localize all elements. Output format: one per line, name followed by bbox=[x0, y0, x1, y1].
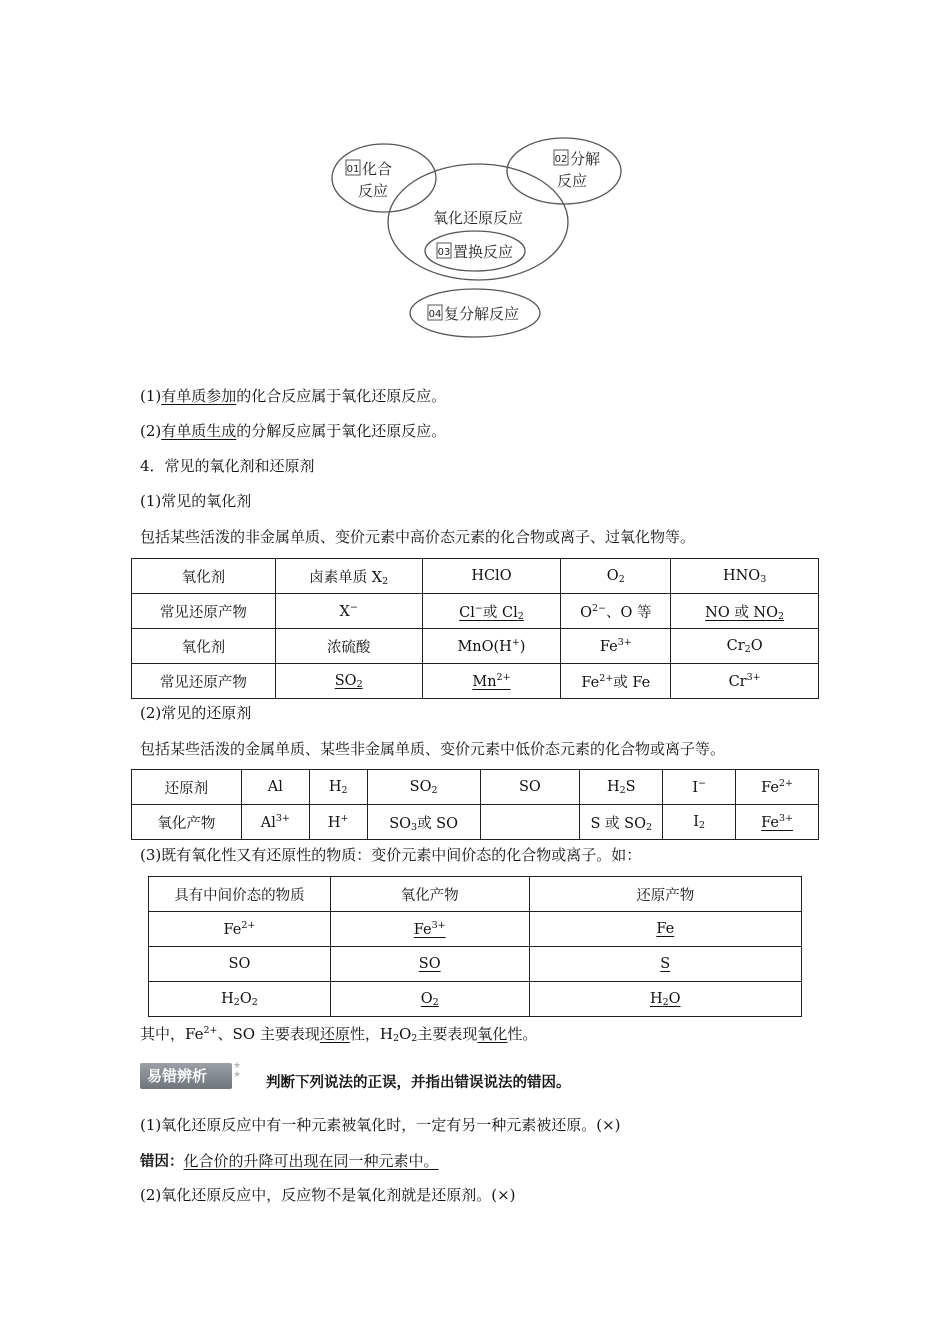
table-row bbox=[132, 559, 819, 594]
table-cell: SO bbox=[480, 770, 580, 805]
table-cell: $Fe^{3+}$ bbox=[561, 629, 671, 664]
table-cell: Cl−或 $Cl_2$ bbox=[422, 594, 561, 629]
table-cell: $Cr^{3+}$ bbox=[671, 664, 819, 699]
subheading-both: (3)既有氧化性又有还原性的物质：变价元素中间价态的化合物或离子。如： bbox=[140, 846, 642, 864]
table-cell: $O_2$ bbox=[330, 982, 529, 1017]
table-cell: H+ bbox=[309, 805, 367, 840]
table-cell: SO bbox=[149, 947, 331, 982]
redox-label: 氧化还原反应 bbox=[432, 209, 524, 227]
box-04-label: 04 bbox=[428, 309, 442, 320]
reason-text: 化合价的升降可出现在同一种元素中。 bbox=[183, 1152, 439, 1170]
star-icon: ★ ★ bbox=[233, 1061, 242, 1080]
table-cell: $H_2$ bbox=[309, 770, 367, 805]
table-header-cell: 具有中间价态的物质 bbox=[149, 877, 331, 912]
box-02-label: 02 bbox=[554, 154, 568, 165]
table-cell: I− bbox=[663, 770, 736, 805]
question-1: (1)氧化还原反应中有一种元素被氧化时，一定有另一种元素被还原。(×) bbox=[140, 1116, 621, 1134]
table-row bbox=[149, 982, 802, 1017]
table-cell: $Cr_2O$ bbox=[671, 629, 819, 664]
table-cell: MnO(H+) bbox=[422, 629, 561, 664]
para1-suffix: 的化合反应属于氧化还原反应。 bbox=[236, 387, 447, 405]
section-heading-4: 4．常见的氧化剂和还原剂 bbox=[140, 457, 315, 475]
table-cell: $Fe^{3+}$ bbox=[736, 805, 819, 840]
double-decomposition-label: 复分解反应 bbox=[444, 305, 520, 323]
table-cell: HClO bbox=[422, 559, 561, 594]
table-row bbox=[149, 947, 802, 982]
reductant-table bbox=[131, 769, 819, 840]
table-cell: 浓硫酸 bbox=[275, 629, 422, 664]
table-cell: 氧化剂 bbox=[132, 629, 276, 664]
table-cell: $H_2O$ bbox=[529, 982, 801, 1017]
combination-label-b: 反应 bbox=[358, 182, 389, 200]
subheading-oxidants: (1)常见的氧化剂 bbox=[140, 492, 252, 510]
table-cell: S bbox=[529, 947, 801, 982]
table-cell: $H_2S$ bbox=[580, 770, 663, 805]
table-row bbox=[132, 629, 819, 664]
question-2: (2)氧化还原反应中，反应物不是氧化剂就是还原剂。(×) bbox=[140, 1186, 516, 1204]
table-cell: 卤素单质 $X_2$ bbox=[275, 559, 422, 594]
decomposition-label-a: 分解 bbox=[570, 150, 601, 168]
intermediate-valence-table bbox=[148, 876, 802, 1017]
table-cell: $Fe^{3+}$ bbox=[330, 912, 529, 947]
table-cell: $Fe^{2+}$或 Fe bbox=[561, 664, 671, 699]
displacement-label: 置换反应 bbox=[453, 243, 514, 261]
table-cell: $SO_3$或 SO bbox=[367, 805, 480, 840]
table-cell: SO bbox=[330, 947, 529, 982]
table-row bbox=[132, 770, 819, 805]
table-row bbox=[132, 805, 819, 840]
table-cell: $SO_2$ bbox=[367, 770, 480, 805]
table-row bbox=[132, 594, 819, 629]
box-03-label: 03 bbox=[437, 247, 451, 258]
table-cell: $Al^{3+}$ bbox=[241, 805, 309, 840]
intro-oxidants: 包括某些活泼的非金属单质、变价元素中高价态元素的化合物或离子、过氧化物等。 bbox=[140, 528, 696, 546]
table-cell: $H_2O_2$ bbox=[149, 982, 331, 1017]
table-cell: $SO_2$ bbox=[275, 664, 422, 699]
table-cell: $O^{2-}$、O 等 bbox=[561, 594, 671, 629]
error-reason bbox=[140, 1151, 439, 1172]
para2-prefix: (2) bbox=[140, 422, 162, 440]
table-row bbox=[149, 877, 802, 912]
decomposition-label-b: 反应 bbox=[557, 172, 588, 190]
table-cell: S 或 $SO_2$ bbox=[580, 805, 663, 840]
para2-suffix: 的分解反应属于氧化还原反应。 bbox=[236, 422, 447, 440]
table-cell: 氧化剂 bbox=[132, 559, 276, 594]
table-cell: Fe bbox=[529, 912, 801, 947]
table-cell: 常见还原产物 bbox=[132, 594, 276, 629]
table-header-cell: 氧化产物 bbox=[330, 877, 529, 912]
para1-underlined: 有单质参加 bbox=[161, 387, 237, 405]
para2-underlined: 有单质生成 bbox=[161, 422, 237, 440]
table-cell: NO 或 $NO_2$ bbox=[671, 594, 819, 629]
oxidant-table bbox=[131, 558, 819, 699]
table-cell: $Mn^{2+}$ bbox=[422, 664, 561, 699]
table-row bbox=[132, 664, 819, 699]
error-analysis-tag: 易错辨析 bbox=[140, 1063, 232, 1089]
box-01-label: 01 bbox=[346, 164, 360, 175]
table-row bbox=[149, 912, 802, 947]
table-cell: $Fe^{2+}$ bbox=[736, 770, 819, 805]
summary-line: 其中，$Fe^{2+}$、SO 主要表现还原性，$H_2O_2$主要表现氧化性。 bbox=[140, 1025, 538, 1044]
table-cell: 常见还原产物 bbox=[132, 664, 276, 699]
reaction-relationship-diagram bbox=[320, 130, 640, 350]
table-cell: X− bbox=[275, 594, 422, 629]
table-cell: $O_2$ bbox=[561, 559, 671, 594]
table-cell: $HNO_3$ bbox=[671, 559, 819, 594]
table-cell bbox=[480, 805, 580, 840]
table-header-cell: 还原产物 bbox=[529, 877, 801, 912]
paragraph-combination bbox=[140, 386, 446, 406]
tag-instruction: 判断下列说法的正误，并指出错误说法的错因。 bbox=[266, 1075, 571, 1091]
reason-label: 错因： bbox=[140, 1154, 184, 1170]
ellipse-decomposition bbox=[507, 138, 621, 204]
table-cell: 还原剂 bbox=[132, 770, 242, 805]
table-cell: Al bbox=[241, 770, 309, 805]
table-cell: 氧化产物 bbox=[132, 805, 242, 840]
intro-reductants: 包括某些活泼的金属单质、某些非金属单质、变价元素中低价态元素的化合物或离子等。 bbox=[140, 740, 726, 758]
table-cell: $I_2$ bbox=[663, 805, 736, 840]
para1-prefix: (1) bbox=[140, 387, 162, 405]
paragraph-decomposition bbox=[140, 421, 446, 441]
table-cell: $Fe^{2+}$ bbox=[149, 912, 331, 947]
subheading-reductants: (2)常见的还原剂 bbox=[140, 704, 252, 722]
combination-label-a: 化合 bbox=[362, 160, 393, 178]
